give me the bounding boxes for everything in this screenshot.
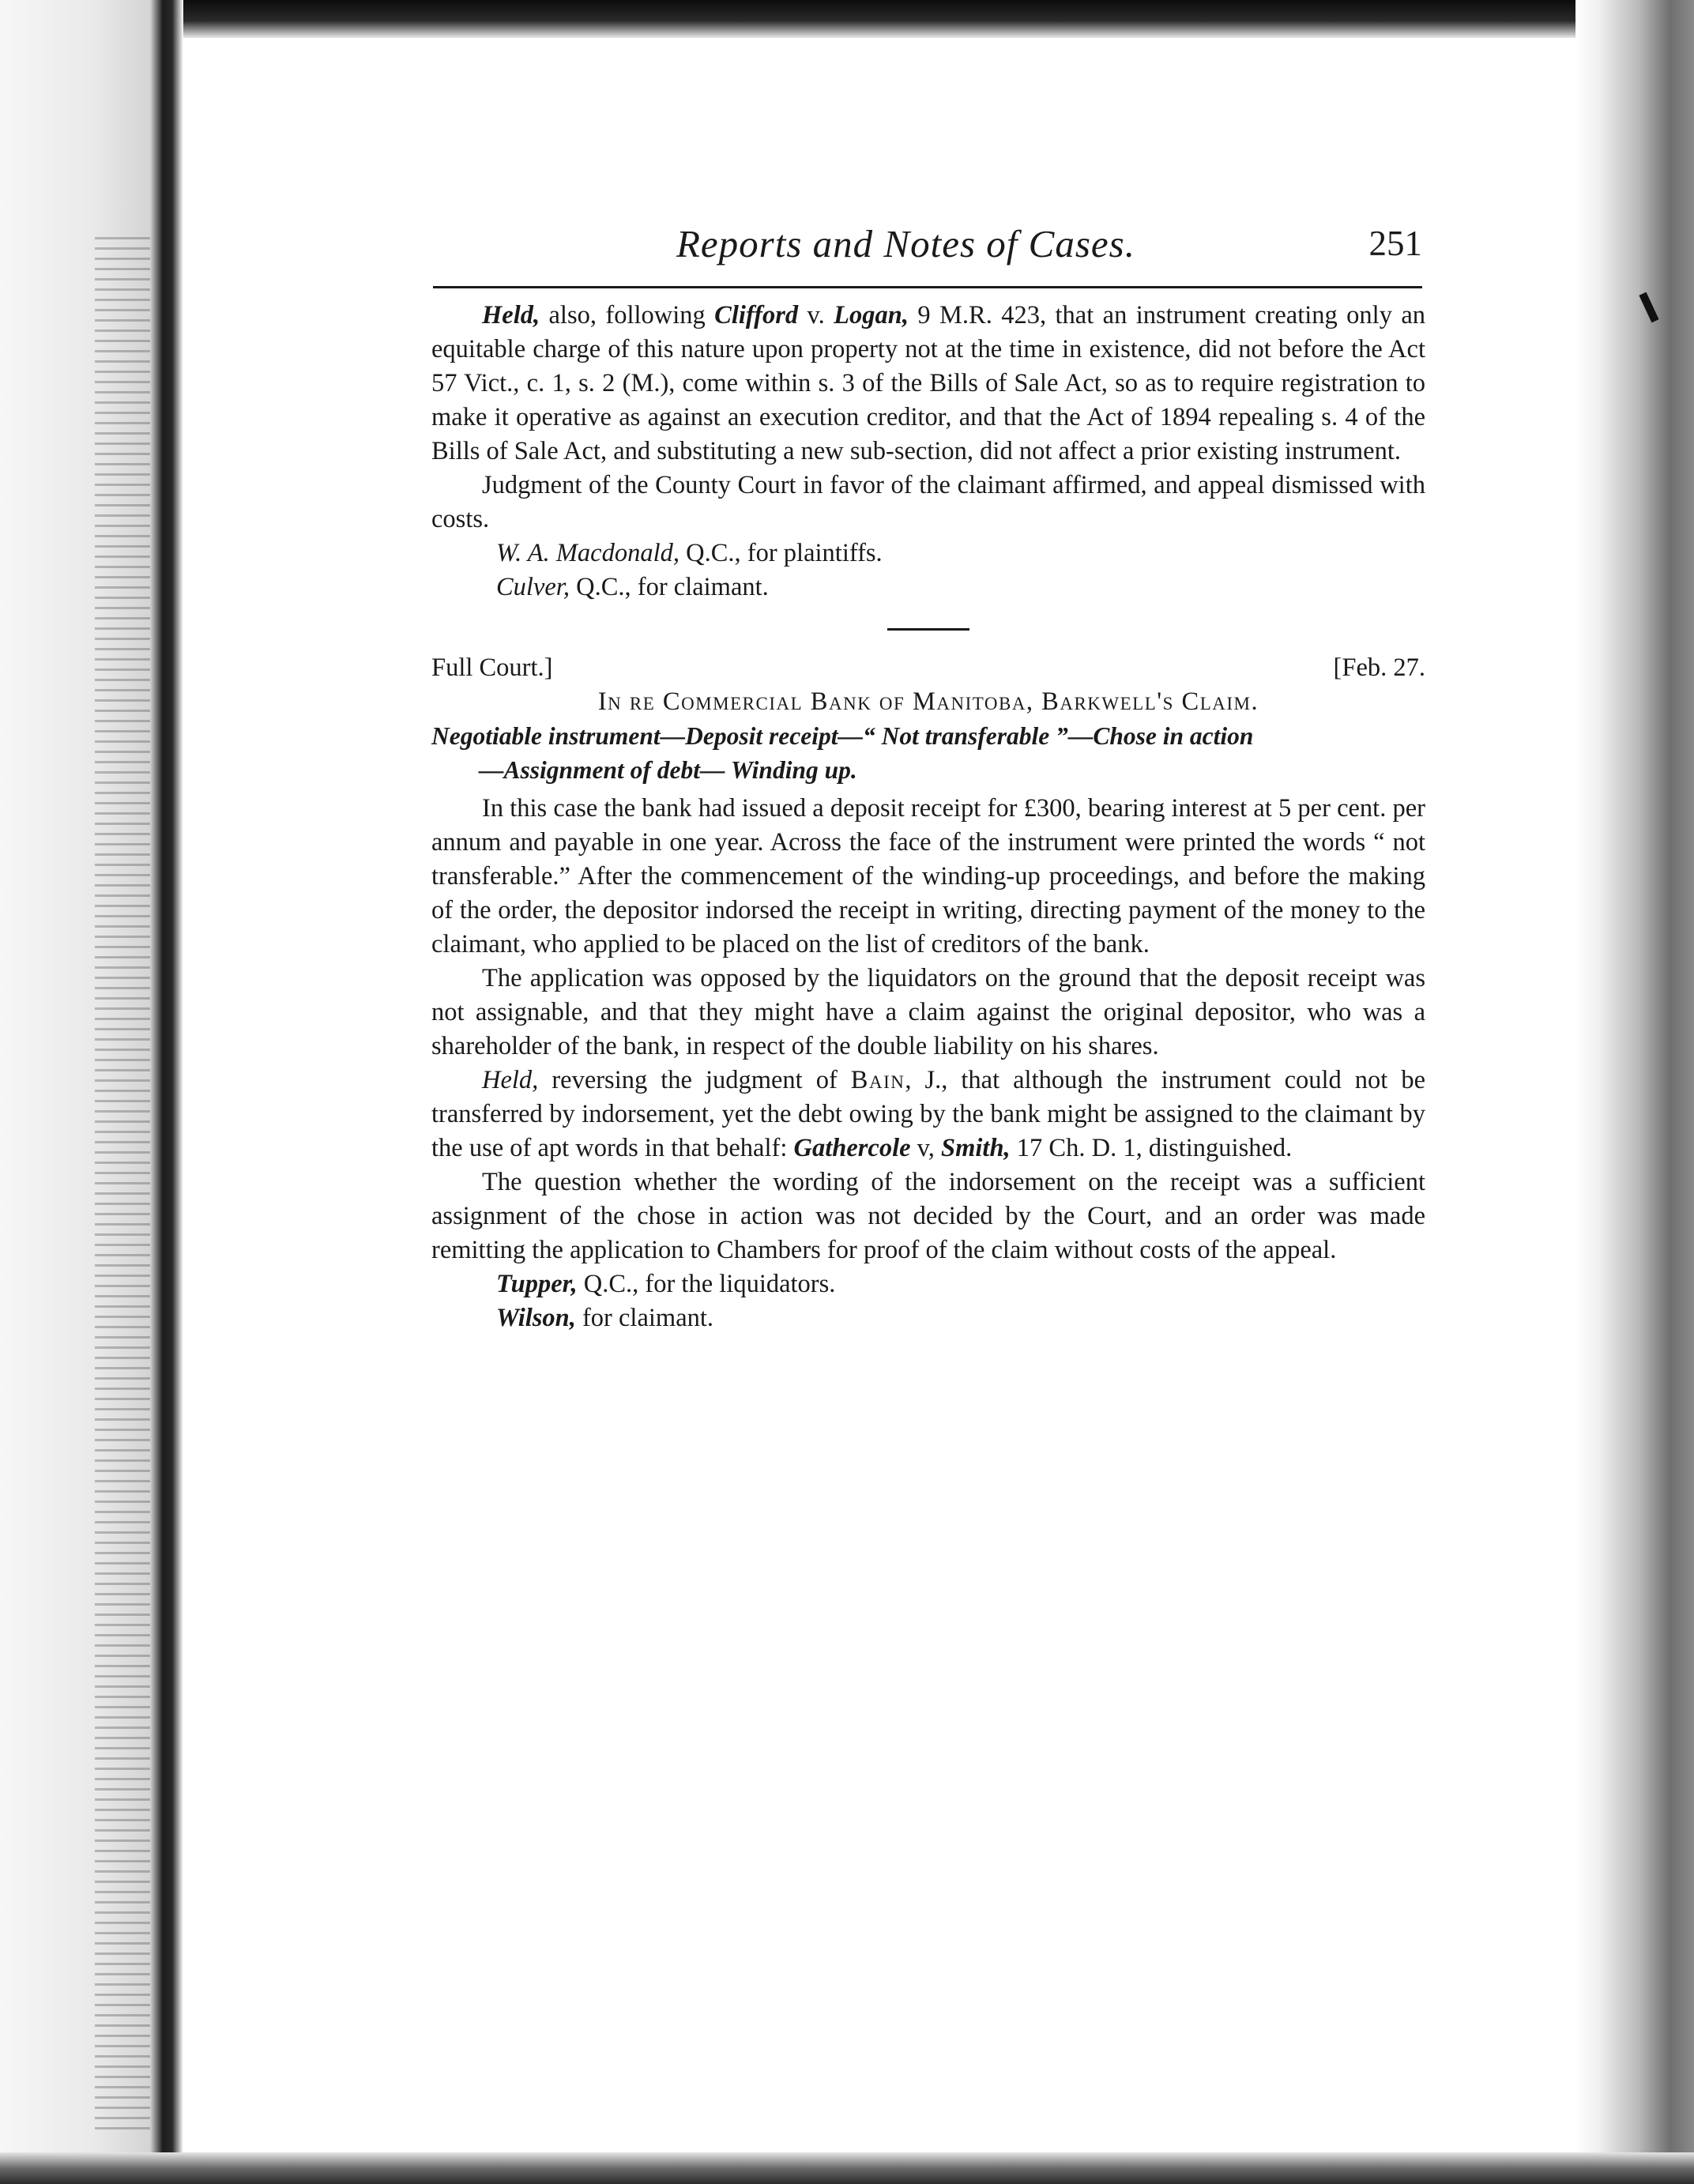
counsel-name: Wilson, (496, 1304, 576, 1332)
judgment-paragraph: Judgment of the County Court in favor of the claimant affirmed, and appeal dismissed with costs. (431, 471, 1425, 533)
counsel-line (431, 570, 1425, 604)
case-title: In re Commercial Bank of Manitoba, Barkwell's Claim. (597, 687, 1259, 716)
scan-edge-left-noise (95, 237, 150, 2133)
scan-edge-top (0, 0, 1694, 38)
catchwords-line-2: —Assignment of debt— Winding up. (479, 756, 857, 784)
counsel-role: Q.C., for plaintiffs. (679, 539, 883, 567)
held-reversing-paragraph (431, 1064, 1425, 1165)
held-paragraph (431, 299, 1425, 469)
case-citation-smith: Smith, (941, 1134, 1011, 1162)
counsel-name: Tupper, (496, 1270, 578, 1298)
section-separator (887, 628, 969, 631)
held2-text-4: 17 Ch. D. 1, distinguished. (1010, 1134, 1293, 1162)
court-line (431, 651, 1425, 685)
counsel-role: Q.C., for claimant. (569, 573, 769, 601)
running-title: Reports and Notes of Cases. (676, 222, 1135, 265)
application-paragraph: The application was opposed by the liquidators on the ground that the deposit receipt was not assignable, and that they might have a claim against the original depositor, who was a shareholder of the bank, in respect of the double liability on his shares. (431, 964, 1425, 1060)
scan-edge-left (0, 0, 183, 2184)
judge-name: Bain (850, 1066, 905, 1094)
held2-text-3: v, (910, 1134, 942, 1162)
case-citation-gathercole: Gathercole (793, 1134, 911, 1162)
counsel-name: W. A. Macdonald, (496, 539, 680, 567)
held2-text-1: reversing the judgment of (538, 1066, 851, 1094)
page-body (431, 299, 1425, 1335)
case-citation-clifford: Clifford (714, 301, 799, 329)
counsel-line (431, 537, 1425, 570)
counsel-line (431, 1267, 1425, 1301)
scan-edge-right (1575, 0, 1694, 2184)
held-text-1: also, following (540, 301, 715, 329)
catchwords-line-1: Negotiable instrument—Deposit receipt—“ Not transferable ”—Chose in action (431, 722, 1254, 750)
counsel-line (431, 1301, 1425, 1335)
counsel-role: for claimant. (575, 1304, 714, 1332)
facts-paragraph: In this case the bank had issued a deposit receipt for £300, bearing interest at 5 per cent. per annum and payable in one year. Across the face of the instrument were printed the words “ not transferable.” After the commencement of the winding-up proceedings, and before the making of the order, the depositor indorsed the receipt in writing, directing payment of the money to the claimant, who applied to be placed on the list of creditors of the bank. (431, 794, 1425, 958)
court-date: [Feb. 27. (1333, 653, 1425, 682)
held-label: Held, (482, 301, 540, 329)
case-citation-logan: Logan, (834, 301, 909, 329)
held2-text-2: , J., that although the instrument could not be transferred by indorsement, yet the debt owing by the bank might be assigned to the claimant by the use of apt words in that behalf: (431, 1066, 1425, 1162)
scan-edge-bottom (0, 2152, 1694, 2184)
page-number: 251 (1368, 224, 1422, 263)
question-paragraph: The question whether the wording of the indorsement on the receipt was a sufficient assignment of the chose in action was not decided by the Court, and an order was made remitting the application to Chambers for proof of the claim without costs of the appeal. (431, 1168, 1425, 1264)
running-head (433, 207, 1422, 292)
held-text-3: 9 M.R. 423, that an instrument creating only an equitable charge of this nature upon property not at the time in existence, did not before the Act 57 Vict., c. 1, s. 2 (M.), come within s. 3 of the Bills of Sale Act, so as to require registration to make it operative as against an execution creditor, and that the Act of 1894 repealing s. 4 of the Bills of Sale Act, and substituting a new sub-section, did not affect a prior existing instrument. (431, 301, 1426, 465)
court-label: Full Court.] (431, 653, 553, 682)
header-rule (433, 286, 1422, 288)
held-text-2: v. (798, 301, 834, 329)
held-label: Held, (482, 1066, 539, 1094)
counsel-name: Culver, (496, 573, 570, 601)
counsel-role: Q.C., for the liquidators. (577, 1270, 836, 1298)
